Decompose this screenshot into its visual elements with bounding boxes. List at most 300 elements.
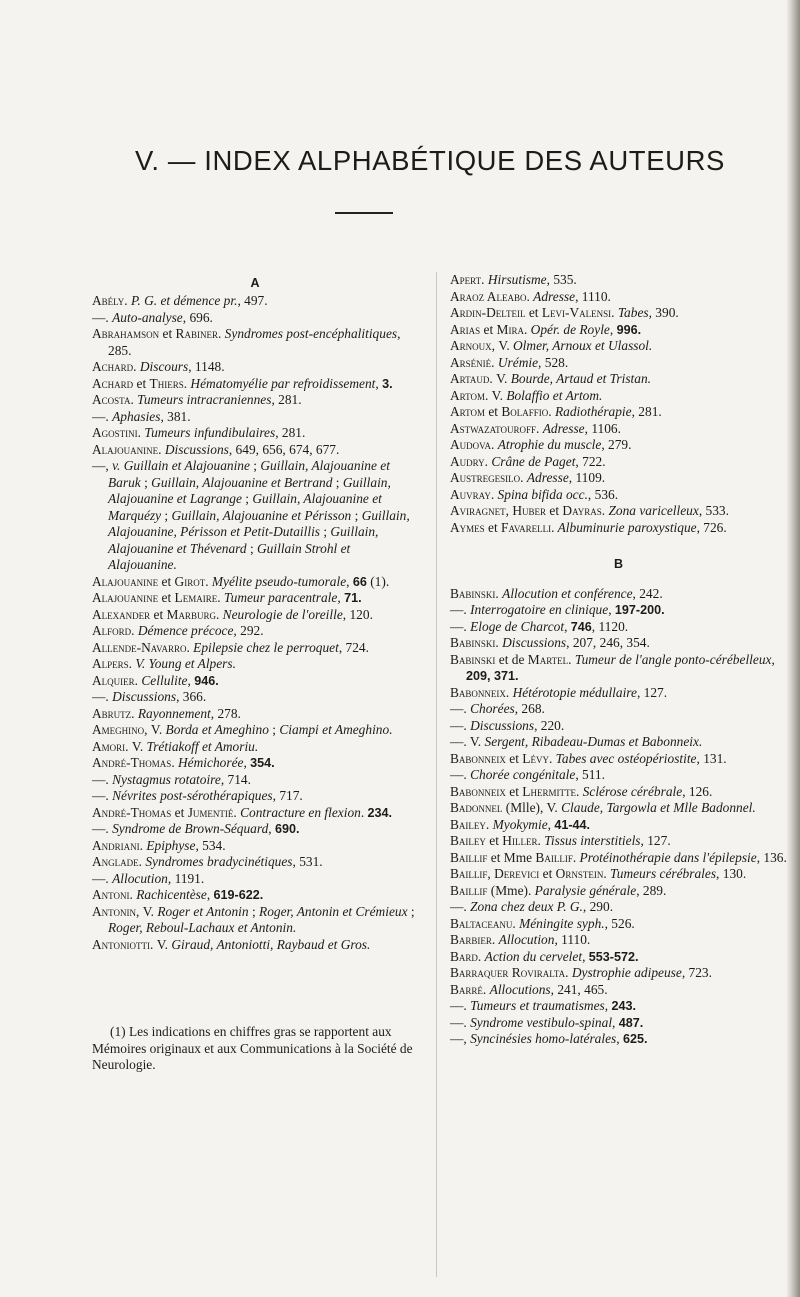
index-entry — [92, 706, 418, 723]
entry-text: (Mlle), V. — [505, 800, 562, 815]
index-entry — [450, 949, 787, 966]
entry-text: —. — [450, 899, 471, 914]
entry-text: , — [604, 998, 612, 1013]
entry-text: 41-44. — [554, 817, 591, 832]
entry-text: 234. — [367, 805, 393, 820]
entry-text: P. G. et démence pr. — [130, 293, 238, 308]
index-list-a-right — [450, 272, 787, 536]
entry-text: Sergent, Ribadeau-Dumas et Babonneix. — [484, 734, 703, 749]
entry-text: Barraquer Roviralta. — [450, 965, 572, 980]
entry-text: Hirsutisme — [487, 272, 547, 287]
entry-text: Epilepsie chez le perroquet — [193, 639, 339, 655]
entry-text: —. — [450, 998, 471, 1013]
entry-text: Auvray. — [450, 486, 498, 502]
entry-text: , 717. — [272, 788, 303, 803]
entry-text: , 390. — [648, 305, 679, 320]
entry-text: , 726. — [696, 519, 727, 535]
entry-text: Discussions — [112, 689, 177, 704]
entry-text: , — [337, 590, 345, 605]
entry-text: Chorée congénitale — [470, 767, 576, 782]
index-entry — [450, 602, 787, 619]
entry-text: Guillain Strohl et Alajouanine. — [108, 540, 351, 572]
entry-text: —. — [450, 602, 471, 617]
entry-text: (Mme). — [490, 882, 535, 898]
entry-text: et — [539, 866, 556, 881]
entry-text: Arias — [450, 321, 481, 337]
index-entry — [450, 833, 787, 850]
entry-text: v. Guillain et Alajouanine — [112, 458, 250, 473]
entry-text: et de — [495, 651, 528, 667]
entry-text: Tabes — [614, 305, 649, 320]
index-entry — [450, 388, 787, 405]
entry-text: , 722. — [575, 453, 606, 469]
entry-text: Guillain, Alajouanine et Bertrand — [151, 474, 333, 490]
entry-text: 946. — [194, 673, 219, 688]
entry-text: ; — [248, 903, 260, 919]
entry-text: et Mme — [487, 849, 536, 865]
right-column — [450, 272, 787, 1048]
entry-text: Barbier. — [450, 932, 499, 947]
entry-text: Atrophie du muscle — [497, 437, 602, 452]
index-entry — [450, 586, 787, 603]
entry-text: , 241, 465. — [550, 981, 608, 997]
left-column — [92, 276, 418, 953]
entry-text: et — [485, 833, 503, 848]
entry-text: Guillain, Alajouanine et Lagrange — [108, 474, 391, 506]
index-entry — [92, 442, 418, 459]
entry-text: et — [484, 519, 502, 535]
entry-text: Discussions — [470, 717, 535, 733]
column-gutter — [436, 272, 437, 1277]
entry-text: Tumeurs cérébrales — [606, 866, 717, 881]
entry-text: , 535. — [546, 272, 577, 287]
entry-text: Syndromes bradycinétiques — [145, 854, 293, 869]
index-entry — [92, 376, 418, 393]
entry-text: —. — [450, 701, 471, 716]
entry-text: Allocution — [112, 870, 168, 886]
entry-text: Radiothérapie — [551, 404, 632, 419]
entry-text: Arnoux, — [450, 338, 499, 353]
entry-text: Cellulite — [141, 672, 188, 688]
entry-text: 619-622. — [213, 888, 264, 902]
index-entry — [450, 701, 787, 718]
entry-text: Agostini. — [92, 425, 145, 440]
index-entry — [450, 866, 787, 883]
entry-text: , 136. — [756, 849, 787, 865]
index-entry — [92, 607, 418, 624]
entry-text: Olmer, Arnoux et Ulassol. — [513, 338, 653, 353]
entry-text: , 207, 246, 354. — [566, 635, 650, 650]
entry-text: Antoniotti. — [92, 936, 157, 952]
index-entry — [450, 322, 787, 339]
entry-text: Dayras. — [562, 503, 606, 518]
entry-text: , 268. — [514, 701, 545, 716]
entry-text: 3. — [382, 376, 393, 391]
entry-text: Roger et Antonin — [157, 903, 249, 919]
entry-text: (1). — [366, 573, 390, 589]
index-entry — [450, 421, 787, 438]
index-entry — [450, 1015, 787, 1032]
entry-text: , 1110. — [575, 288, 611, 304]
index-entry — [450, 1031, 787, 1048]
index-entry — [450, 305, 787, 322]
entry-text: , — [609, 321, 617, 337]
entry-text: 66 — [352, 574, 367, 589]
entry-text: 71. — [344, 591, 362, 605]
index-entry — [450, 503, 787, 520]
entry-text: 209, 371. — [466, 669, 519, 683]
index-entry — [92, 326, 418, 359]
entry-text: et — [505, 783, 523, 799]
entry-text: Roger, Antonin et Crémieux — [259, 903, 408, 919]
entry-text: Eloge de Charcot — [470, 618, 565, 634]
entry-text: Neurologie de l'oreille — [219, 606, 343, 622]
index-entry — [450, 784, 787, 801]
entry-text: Alpers. — [92, 656, 136, 671]
index-entry — [92, 574, 418, 591]
index-entry — [92, 854, 418, 871]
entry-text: Babonneix — [450, 750, 506, 766]
entry-text: et — [505, 750, 523, 766]
entry-text: Babonneix. — [450, 684, 513, 700]
index-entry — [450, 685, 787, 702]
entry-text: V. — [491, 387, 507, 403]
index-entry — [450, 470, 787, 487]
index-entry — [450, 371, 787, 388]
footnote: (1) Les indications en chiffres gras se rapportent aux Mémoires originaux et aux Communications à la Société de Neurologie. — [92, 1024, 413, 1072]
entry-text: Chorées — [470, 701, 515, 716]
entry-text: , 696. — [182, 309, 213, 325]
entry-text: ; — [268, 722, 280, 737]
entry-text: Antoni. — [92, 887, 137, 902]
entry-text: , — [375, 375, 383, 391]
entry-text: Andriani. — [92, 837, 147, 853]
entry-text: ; — [249, 458, 261, 473]
index-entry — [450, 619, 787, 636]
entry-text: et — [484, 404, 502, 419]
entry-text: Artaud. — [450, 371, 497, 386]
entry-text: V. Young et Alpers. — [135, 656, 236, 671]
entry-text: , 242. — [632, 585, 663, 601]
entry-text: Aviragnet, — [450, 503, 513, 518]
index-entry — [450, 635, 787, 652]
entry-text: Ciampi et Ameghino. — [279, 722, 393, 737]
entry-text: Bolaffio et Artom. — [506, 387, 603, 403]
entry-text: , 130. — [716, 866, 747, 881]
entry-text: —. — [92, 309, 113, 325]
entry-text: Myokymie — [492, 816, 548, 832]
entry-text: —. — [92, 821, 113, 836]
entry-text: Acosta. — [92, 392, 138, 407]
entry-text: Alajouanine — [92, 590, 159, 605]
index-entry — [92, 937, 418, 954]
entry-text: Tumeur paracentrale — [220, 590, 338, 605]
entry-text: , — [268, 821, 275, 836]
entry-text: Auto-analyse — [112, 309, 183, 325]
entry-text: Démence précoce — [137, 623, 234, 638]
entry-text: V. — [469, 734, 485, 749]
entry-text: ; — [140, 474, 152, 490]
entry-text: Aymes — [450, 519, 485, 535]
entry-text: Alajouanine — [92, 573, 159, 589]
entry-text: , — [564, 618, 571, 634]
entry-text: —. — [92, 788, 113, 803]
index-entry — [92, 689, 418, 706]
entry-text: Opér. de Royle — [527, 321, 610, 337]
entry-text: Abrahamson — [92, 326, 160, 341]
entry-text: Tissus interstitiels — [540, 833, 641, 848]
entry-text: et — [133, 375, 150, 391]
entry-text: Ardin-Delteil — [450, 305, 526, 320]
entry-text: Dystrophie adipeuse — [571, 965, 682, 980]
entry-text: Babonneix — [450, 783, 506, 799]
entry-text: , 131. — [696, 750, 727, 766]
entry-text: , 366. — [176, 689, 207, 704]
entry-text: André-Thomas — [92, 804, 172, 820]
entry-text: Action du cervelet — [484, 948, 583, 964]
entry-text: , — [771, 651, 775, 667]
entry-text: , 127. — [636, 684, 668, 700]
index-entry — [92, 821, 418, 838]
entry-text: , 279. — [601, 437, 632, 452]
entry-text: Babinski. — [450, 585, 503, 601]
entry-text: Epiphyse — [146, 837, 196, 853]
entry-text: Baillif, — [450, 866, 495, 881]
index-entry — [450, 932, 787, 949]
entry-text: ; — [320, 524, 331, 539]
index-entry — [92, 805, 418, 822]
entry-text: Claude, Targowla et Mlle Badonnel. — [561, 800, 756, 815]
entry-text: —. — [450, 1014, 471, 1030]
entry-text: , 531. — [292, 854, 323, 869]
entry-text: , 1106. — [584, 420, 621, 436]
entry-text: Hétérotopie médullaire — [512, 684, 637, 700]
entry-text: —. — [92, 408, 113, 424]
entry-text: , — [547, 816, 555, 832]
entry-text: , 281. — [275, 425, 306, 440]
entry-text: Névrites post-sérothérapiques — [112, 788, 273, 803]
index-entry — [92, 656, 418, 673]
entry-text: Martel. — [527, 651, 572, 667]
entry-text: Girot. — [174, 573, 209, 589]
index-entry — [450, 751, 787, 768]
index-entry — [92, 772, 418, 789]
entry-text: 197-200. — [614, 603, 665, 617]
entry-text: , 281. — [631, 404, 662, 419]
entry-text: 354. — [250, 756, 275, 770]
entry-text: Allocution — [498, 932, 555, 947]
entry-text: et — [150, 606, 167, 622]
entry-text: Rabiner. — [175, 326, 222, 341]
entry-text: Audova. — [450, 437, 498, 452]
entry-text: , — [243, 755, 251, 770]
entry-text: 625. — [622, 1032, 648, 1046]
entry-text: Lemaire. — [174, 590, 221, 605]
entry-text: Alford. — [92, 623, 138, 638]
entry-text: , 290. — [582, 899, 614, 914]
entry-text: Allocution et conférence — [502, 585, 633, 601]
index-entry — [92, 739, 418, 756]
entry-text: Sclérose cérébrale — [579, 783, 683, 799]
entry-text: Lhermitte. — [522, 783, 580, 799]
entry-text: , 1148. — [188, 359, 225, 374]
entry-text: , 1110. — [554, 932, 591, 947]
index-entry — [450, 404, 787, 421]
index-entry — [92, 788, 418, 805]
entry-text: Adresse — [542, 420, 585, 436]
entry-text: Achard — [92, 375, 134, 391]
entry-text: Tumeur de l'angle ponto-cérébelleux — [571, 651, 772, 667]
entry-text: Baillif. — [535, 849, 577, 865]
entry-text: Adresse — [526, 470, 569, 485]
entry-text: . — [360, 804, 368, 820]
entry-text: Rayonnement — [137, 705, 211, 721]
entry-text: , — [206, 887, 214, 902]
index-entry — [450, 800, 787, 817]
entry-text: Rachicentèse — [136, 887, 207, 902]
index-entry — [450, 652, 787, 685]
entry-text: et — [171, 804, 188, 820]
entry-text: —, — [92, 458, 113, 473]
entry-text: , 285. — [108, 326, 401, 358]
index-entry — [92, 673, 418, 690]
entry-text: —. — [450, 767, 471, 782]
entry-text: Guillain, Alajouanine et Baruk — [108, 458, 390, 490]
entry-text: , — [187, 672, 195, 688]
entry-text: —, — [450, 1031, 471, 1046]
entry-text: Austregesilo. — [450, 470, 527, 485]
entry-text: , 526. — [604, 915, 635, 931]
entry-text: Hémichorée — [178, 755, 244, 770]
entry-text: —. — [450, 717, 471, 733]
entry-text: 487. — [618, 1015, 644, 1030]
entry-text: Zona varicelleux — [605, 503, 699, 518]
entry-text: et — [546, 503, 563, 518]
entry-text: Trétiakoff et Amoriu. — [146, 738, 259, 754]
index-entry — [92, 640, 418, 657]
entry-text: Jumentié. — [187, 804, 237, 820]
index-entry — [92, 409, 418, 426]
entry-text: , 126. — [682, 783, 713, 799]
entry-text: Abrutz. — [92, 705, 138, 721]
index-entry — [450, 850, 787, 867]
entry-text: Artom. — [450, 387, 492, 403]
index-entry — [92, 310, 418, 327]
entry-text: —. — [450, 618, 471, 634]
entry-text: , — [346, 573, 353, 589]
entry-text: , — [612, 1014, 619, 1030]
index-entry — [450, 454, 787, 471]
entry-text: Babinski — [450, 651, 496, 667]
index-entry — [450, 916, 787, 933]
index-entry — [92, 293, 418, 310]
entry-text: ; — [246, 540, 258, 556]
entry-text: Baltaceanu. — [450, 915, 520, 931]
index-entry — [450, 355, 787, 372]
index-entry — [450, 965, 787, 982]
entry-text: Abély. — [92, 293, 131, 308]
index-entry — [92, 623, 418, 640]
entry-text: , — [608, 602, 615, 617]
index-entry — [92, 904, 418, 937]
entry-text: Discussions — [502, 635, 567, 650]
index-entry — [92, 359, 418, 376]
entry-text: ; — [351, 507, 362, 523]
entry-text: Hiller. — [502, 833, 541, 848]
index-entry — [450, 289, 787, 306]
entry-text: , 724. — [338, 639, 369, 655]
entry-text: , 278. — [210, 705, 241, 721]
index-entry — [92, 722, 418, 739]
entry-text: Alexander — [92, 606, 151, 622]
entry-text: 746 — [570, 619, 592, 634]
index-list-a-left — [92, 293, 418, 953]
index-entry — [92, 838, 418, 855]
entry-text: Crâne de Paget — [491, 453, 576, 469]
entry-text: Zona chez deux P. G. — [470, 899, 583, 914]
entry-text: , 534. — [195, 837, 226, 853]
entry-text: 996. — [616, 322, 642, 337]
entry-text: Bolaffio. — [501, 404, 552, 419]
entry-text: Baillif — [450, 849, 488, 865]
entry-text: Bard. — [450, 948, 485, 964]
index-entry — [450, 487, 787, 504]
entry-text: Protéinothérapie dans l'épilepsie — [576, 849, 757, 865]
entry-text: et — [525, 305, 542, 320]
entry-text: Ornstein. — [555, 866, 607, 881]
entry-text: Babinski. — [450, 635, 503, 650]
index-entry — [450, 899, 787, 916]
entry-text: Achard. — [92, 359, 140, 374]
entry-text: , 723. — [681, 965, 712, 980]
entry-text: Audry. — [450, 453, 492, 469]
entry-text: Bailey. — [450, 816, 493, 832]
section-letter-b: B — [613, 557, 624, 571]
entry-text: —. — [92, 870, 113, 886]
entry-text: Huber — [512, 503, 547, 518]
index-entry — [92, 392, 418, 409]
entry-text: Antonin, — [92, 903, 143, 919]
entry-text: Guillain, Alajouanine, Périsson et Petit-Dutaillis — [108, 507, 410, 539]
entry-text: Amori. — [92, 738, 132, 754]
entry-text: , 511. — [575, 767, 605, 782]
entry-text: , 533. — [698, 503, 729, 518]
entry-text: ; — [407, 903, 415, 919]
entry-text: Alquier. — [92, 672, 142, 688]
entry-text: , 1109. — [568, 470, 606, 485]
entry-text: , 220. — [534, 717, 565, 733]
entry-text: et — [158, 590, 175, 605]
entry-text: Borda et Ameghino — [165, 722, 269, 737]
entry-text: , 1120. — [591, 618, 629, 634]
page-edge-shadow — [786, 0, 800, 1297]
entry-text: Mira. — [496, 321, 528, 337]
entry-text: , 497. — [237, 293, 268, 308]
section-letter-a: A — [250, 276, 260, 290]
entry-text: Tabes avec ostéopériostite — [552, 750, 697, 766]
entry-text: —. — [92, 771, 113, 787]
entry-text: Paralysie générale — [534, 882, 637, 898]
entry-text: , 289. — [636, 882, 667, 898]
index-entry — [92, 871, 418, 888]
entry-text: Barré. — [450, 981, 490, 997]
page-title: V. — INDEX ALPHABÉTIQUE DES AUTEURS — [134, 145, 725, 176]
index-entry — [450, 520, 787, 537]
entry-text: Tumeurs intracraniennes — [137, 392, 272, 407]
entry-text: Marburg. — [166, 606, 220, 622]
entry-text: , 536. — [587, 486, 619, 502]
entry-text: Hématomyélie par refroidissement — [187, 375, 376, 391]
